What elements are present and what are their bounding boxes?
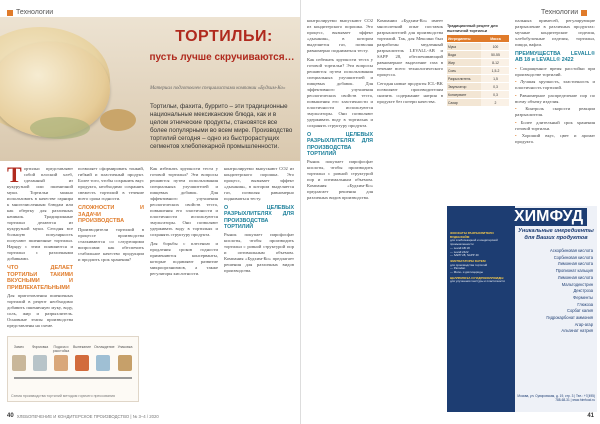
ad-line: — Mono- и диглицериды bbox=[450, 270, 483, 275]
ad-logo: ХИМФУД bbox=[510, 208, 587, 226]
ad-product-list bbox=[519, 248, 593, 335]
table-cell: Сахар bbox=[447, 99, 481, 106]
ad-line: — Levall 2422 bbox=[450, 249, 469, 254]
bullet-item: • Равномерное распределение пор по всему объему изделия. bbox=[515, 92, 595, 104]
right-column-3: пальных примесей, регулирующие разрыхление в различных продуктах: мучные кондитерские изделия, хлебобулочные изделия, тортильи, пицца, вафли. ПРЕИМУЩЕСТВА LEVALL® AB 18 и LEVALL® 2422 • Сокращенное время расстойки при производстве тортилий. • Лучшая хрупкость, эластичность и пластичность тортилий. • Равномерное распределение пор по всему объему изделия. • Контроль скорости реакции разрыхлителя. • Более длительный срок хранения готовой тортильи. • Хороший вкус, цвет и аромат продукта. bbox=[515, 18, 595, 145]
cooler-icon bbox=[96, 355, 110, 371]
left-column-1: Т ортильи представляют собой плоский хлеб, сделанный из кукурузной или пшеничной муки. Тортильи можно использовать в качестве гарнира к многочисленным блюдам или как обертку для различных начинок. Традиционные тортильи делаются из кукурузной муки. Сегодня все большую популярность получают пшеничные тортильи. Наряду с этим появляются и тортильи с различными добавками. ЧТО ДЕЛАЕТ ТОРТИЛЬИ ТАКИМИ ВКУСНЫМИ И ПРИВЛЕКАТЕЛЬНЫМИ Для приготовления пшеничных тортилий в рецепт необходимо добавить пшеничную муку, воду, соль, жир и разрыхлитель. Основные этапы производства представлены на схеме. bbox=[7, 166, 73, 328]
left-column-4: контролируемо выпускают СО2 из кондитерского порошка. Это процесс, вызывает эффект «дыхания», в котором выделяется газ, позволяя равномерно подниматься тесту. О ЦЕЛЕВЫХ РАЗРЫХЛИТЕЛЯХ ДЛЯ ПРОИЗВОДСТВА ТОРТИЛИЙ Рынок покупает пирофосфат кислоты, чтобы производить тортильи с ровной структурой пор и оптимальным объемом. Компания «Будхим-Ко» предлагает решения для различных видов производства. bbox=[224, 166, 294, 274]
section-heading-4: О ЦЕЛЕВЫХ РАЗРЫХЛИТЕЛЯХ ДЛЯ ПРОИЗВОДСТВА ТОРТИЛИЙ bbox=[307, 132, 373, 157]
table-row bbox=[447, 43, 509, 51]
lead-paragraph: Тортильи, фахита, буррито – эти традиционные национальные мексиканские блюда, как и в целом этнические продукты, становятся все более популярными во всем мире. Производство тортилий сегодня – одно из быстрорастущих сегментов хлебопекарной промышленности. bbox=[150, 103, 293, 150]
table-cell: 50-55 bbox=[481, 51, 509, 58]
table-cell: Консервант bbox=[447, 91, 481, 98]
table-cell: 2 bbox=[481, 99, 509, 106]
right-column-1: контролируемо выпускают СО2 из кондитерского порошка. Это процесс, вызывает эффект «дыхания», в котором выделяется газ, позволяя равномерно подниматься тесту. Как избежать хрупкости теста у готовой тортильи? Эти вопросы решаются путем использования специальных улучшителей и пищевых добавок. Для эффективного улучшения реологических свойств теста, повышения его эластичности и пластичности используются эмульгаторы. Они позволяют удерживать воду в тортильях и сохранять структуру продукта. О ЦЕЛЕВЫХ РАЗРЫХЛИТЕЛЯХ ДЛЯ ПРОИЗВОДСТВА ТОРТИЛИЙ Рынок покупает пирофосфат кислоты, чтобы производить тортильи с ровной структурой пор и оптимальным объемом. Компания «Будхим-Ко» предлагает решения для различных видов производства. bbox=[307, 18, 373, 201]
ad-line: для производства тортилий bbox=[450, 262, 488, 267]
bullet-item: • Сокращенное время расстойки при производстве тортилий. bbox=[515, 65, 595, 77]
bullet-item: • Контроль скорости реакции разрыхлителя. bbox=[515, 106, 595, 118]
table-cell: Жир bbox=[447, 59, 481, 66]
ad-line: — SAPP 28, SAPP 40 bbox=[450, 253, 479, 258]
table-cell: 1,5-2 bbox=[481, 67, 509, 74]
table-row bbox=[447, 59, 509, 67]
table-row bbox=[447, 83, 509, 91]
table-caption: Традиционный рецепт для пшеничной тортильи bbox=[447, 24, 498, 33]
ad-product-item: Альгинат натрия bbox=[561, 328, 593, 334]
section-marker-icon bbox=[581, 10, 587, 16]
section-heading-1: ЧТО ДЕЛАЕТ ТОРТИЛЬИ ТАКИМИ ВКУСНЫМИ И ПРИВЛЕКАТЕЛЬНЫМИ bbox=[7, 265, 73, 291]
section-label-right: Технологии bbox=[541, 9, 587, 16]
diagram-step: Выпекание bbox=[73, 345, 92, 349]
ad-line: для хлебопекарной и кондитерской промышленности bbox=[450, 238, 498, 247]
right-page bbox=[300, 0, 600, 424]
bowl-image bbox=[100, 109, 136, 131]
diagram-step: Замес bbox=[13, 345, 25, 349]
page-number: 41 bbox=[587, 413, 594, 419]
ad-line: — Levall AB 18 bbox=[450, 245, 470, 250]
herbs-image bbox=[30, 117, 90, 139]
diagram-step: Упаковка bbox=[117, 345, 133, 349]
left-column-3: Как избежать хрупкости теста у готовой тортильи? Эти вопросы решаются путем использования специальных улучшителей и пищевых добавок. Для эффективного улучшения реологических свойств теста, повышения его эластичности и пластичности используются эмульгаторы. Они позволяют удерживать воду в тортильях и сохранять структуру продукта. Для борьбы с плесенью и продления сроков годности применяются консерванты, которые подавляют развитие микроорганизмов, а также регуляторы кислотности. bbox=[150, 166, 218, 276]
packer-icon bbox=[118, 355, 132, 371]
page-number: 40 bbox=[7, 413, 14, 419]
table-cell: 8-12 bbox=[481, 59, 509, 66]
bullet-item: • Более длительный срок хранения готовой тортильи. bbox=[515, 119, 595, 131]
section-heading-2: СЛОЖНОСТИ И ЗАДАЧИ ПРОИЗВОДСТВА bbox=[78, 205, 144, 224]
conveyor-line bbox=[14, 377, 132, 379]
oven-icon bbox=[75, 355, 89, 371]
ad-contacts: Москва, ул. Суворовская, д. 19, стр. 3 | Тел.: +7(495) 788-68-31 | www.himfood.ru bbox=[517, 394, 595, 402]
ad-product-item: Лимонная кислота bbox=[557, 274, 593, 280]
ad-product-item: Глюкоза bbox=[577, 301, 593, 307]
section-marker-icon bbox=[7, 10, 13, 16]
ad-product-item: Декстроза bbox=[573, 288, 593, 294]
ad-product-item: Сорбиновая кислота bbox=[553, 254, 593, 260]
footer-right bbox=[587, 413, 594, 419]
production-diagram bbox=[7, 336, 139, 402]
ad-product-item: Ферменты bbox=[573, 294, 593, 300]
table-cell: 0,3 bbox=[481, 91, 509, 98]
table-row bbox=[447, 91, 509, 99]
table-cell: Вода bbox=[447, 51, 481, 58]
table-row bbox=[447, 75, 509, 83]
table-cell: Соль bbox=[447, 67, 481, 74]
table-cell: 0,3 bbox=[481, 83, 509, 90]
table-row bbox=[447, 67, 509, 75]
diagram-caption: Схема производства тортилий методом горячего прессования bbox=[11, 394, 115, 398]
section-heading-3: О ЦЕЛЕВЫХ РАЗРЫХЛИТЕЛЯХ ДЛЯ ПРОИЗВОДСТВА ТОРТИЛИЙ bbox=[224, 205, 294, 230]
right-column-2: Компании «Будхим-Ко» имеет многолетний опыт поставок разрыхлителей для производства тортилий. Так, для Мексики был разработан медленный разрыхлитель LEVALL-AB и SAPP 28, обеспечивающий равномерное выделение газа в течение всего технологического процесса. Сегодня новые продукты ICL-BK позволяют производителям снизить содержание натрия в продукте без потери качества. bbox=[377, 18, 443, 104]
table-row bbox=[447, 51, 509, 59]
page-title: ТОРТИЛЬИ: bbox=[175, 28, 273, 45]
table-cell: Разрыхлитель bbox=[447, 75, 481, 82]
ad-product-item: Пропионат кальция bbox=[555, 268, 593, 274]
ad-product-item: Агар-агар bbox=[574, 321, 593, 327]
proofer-icon bbox=[54, 355, 68, 371]
footer-left: 40 ХЛЕБОПЕЧЕНИЕ И КОНДИТЕРСКОЕ ПРОИЗВОДСТВО | № 3–4 / 2020 bbox=[7, 413, 159, 419]
left-column-2: позволяет сформировать тонкий, гибкий и пластичный продукт. Более того, чтобы сохранить вкус продукта, необходимо сохранять свежесть тортилий в течение всего срока годности. СЛОЖНОСТИ И ЗАДАЧИ ПРОИЗВОДСТВА Производители тортилий в процессе производства сталкиваются со следующими вопросами: как обеспечить стабильное качество продукции и продлить срок хранения? bbox=[78, 166, 144, 262]
page-subtitle: пусть лучше скручиваются… bbox=[149, 52, 295, 63]
author-credit: Материал подготовлен специалистами компании «Будхим-Ко» bbox=[150, 86, 286, 91]
ad-product-item: Сорбат калия bbox=[566, 308, 593, 314]
table-cell: 1,5 bbox=[481, 75, 509, 82]
ad-product-item: Гидрокарбонат аммония bbox=[546, 315, 593, 321]
bullet-item: • Лучшая хрупкость, эластичность и пластичность тортилий. bbox=[515, 79, 595, 91]
recipe-table bbox=[447, 24, 509, 107]
ad-left-text: ФОСФАТЫ РАЗРЫХЛИТЕЛИ БУДЕНХЕЙМ для хлебопекарной и кондитерской промышленности — Levall AB 18 — Levall 2422 — SAPP 28, SAPP 40 ЭМУЛЬГАТОРЫ DATEM для производства тортилий — Panodan — Mono- и диглицериды ЦЕЛЛЮЛОЗА И ГИДРОКОЛЛОИДЫ для улучшения текстуры и пластичности bbox=[450, 230, 512, 284]
section-heading-5: ПРЕИМУЩЕСТВА LEVALL® AB 18 и LEVALL® 2422 bbox=[515, 51, 595, 64]
ad-product-item: Мальтодекстрин bbox=[561, 281, 593, 287]
bullet-item: • Хороший вкус, цвет и аромат продукта. bbox=[515, 133, 595, 145]
table-cell: Эмульгатор bbox=[447, 83, 481, 90]
ad-product-item: Лимонная кислота bbox=[557, 261, 593, 267]
table-cell: Мука bbox=[447, 43, 481, 50]
table-row bbox=[447, 99, 509, 107]
diagram-step: Охлаждение bbox=[94, 345, 115, 349]
drop-cap: Т bbox=[7, 166, 22, 187]
ad-product-item: Аскорбиновая кислота bbox=[550, 248, 593, 253]
himfood-advertisement bbox=[447, 206, 597, 412]
ad-line: для улучшения текстуры и пластичности bbox=[450, 279, 505, 284]
diagram-step: Подача и расстойка bbox=[52, 345, 70, 353]
diagram-step: Формовка bbox=[31, 345, 49, 349]
ad-tagline: Уникальные ингредиенты для Ваших продуктов bbox=[518, 228, 594, 241]
ad-line: — Panodan bbox=[450, 266, 466, 271]
table-cell: 100 bbox=[481, 43, 509, 50]
table-header: Ингредиенты Масса bbox=[447, 35, 509, 43]
mixer-icon bbox=[12, 355, 26, 371]
section-label-left: Технологии bbox=[7, 9, 53, 16]
former-icon bbox=[33, 355, 47, 371]
